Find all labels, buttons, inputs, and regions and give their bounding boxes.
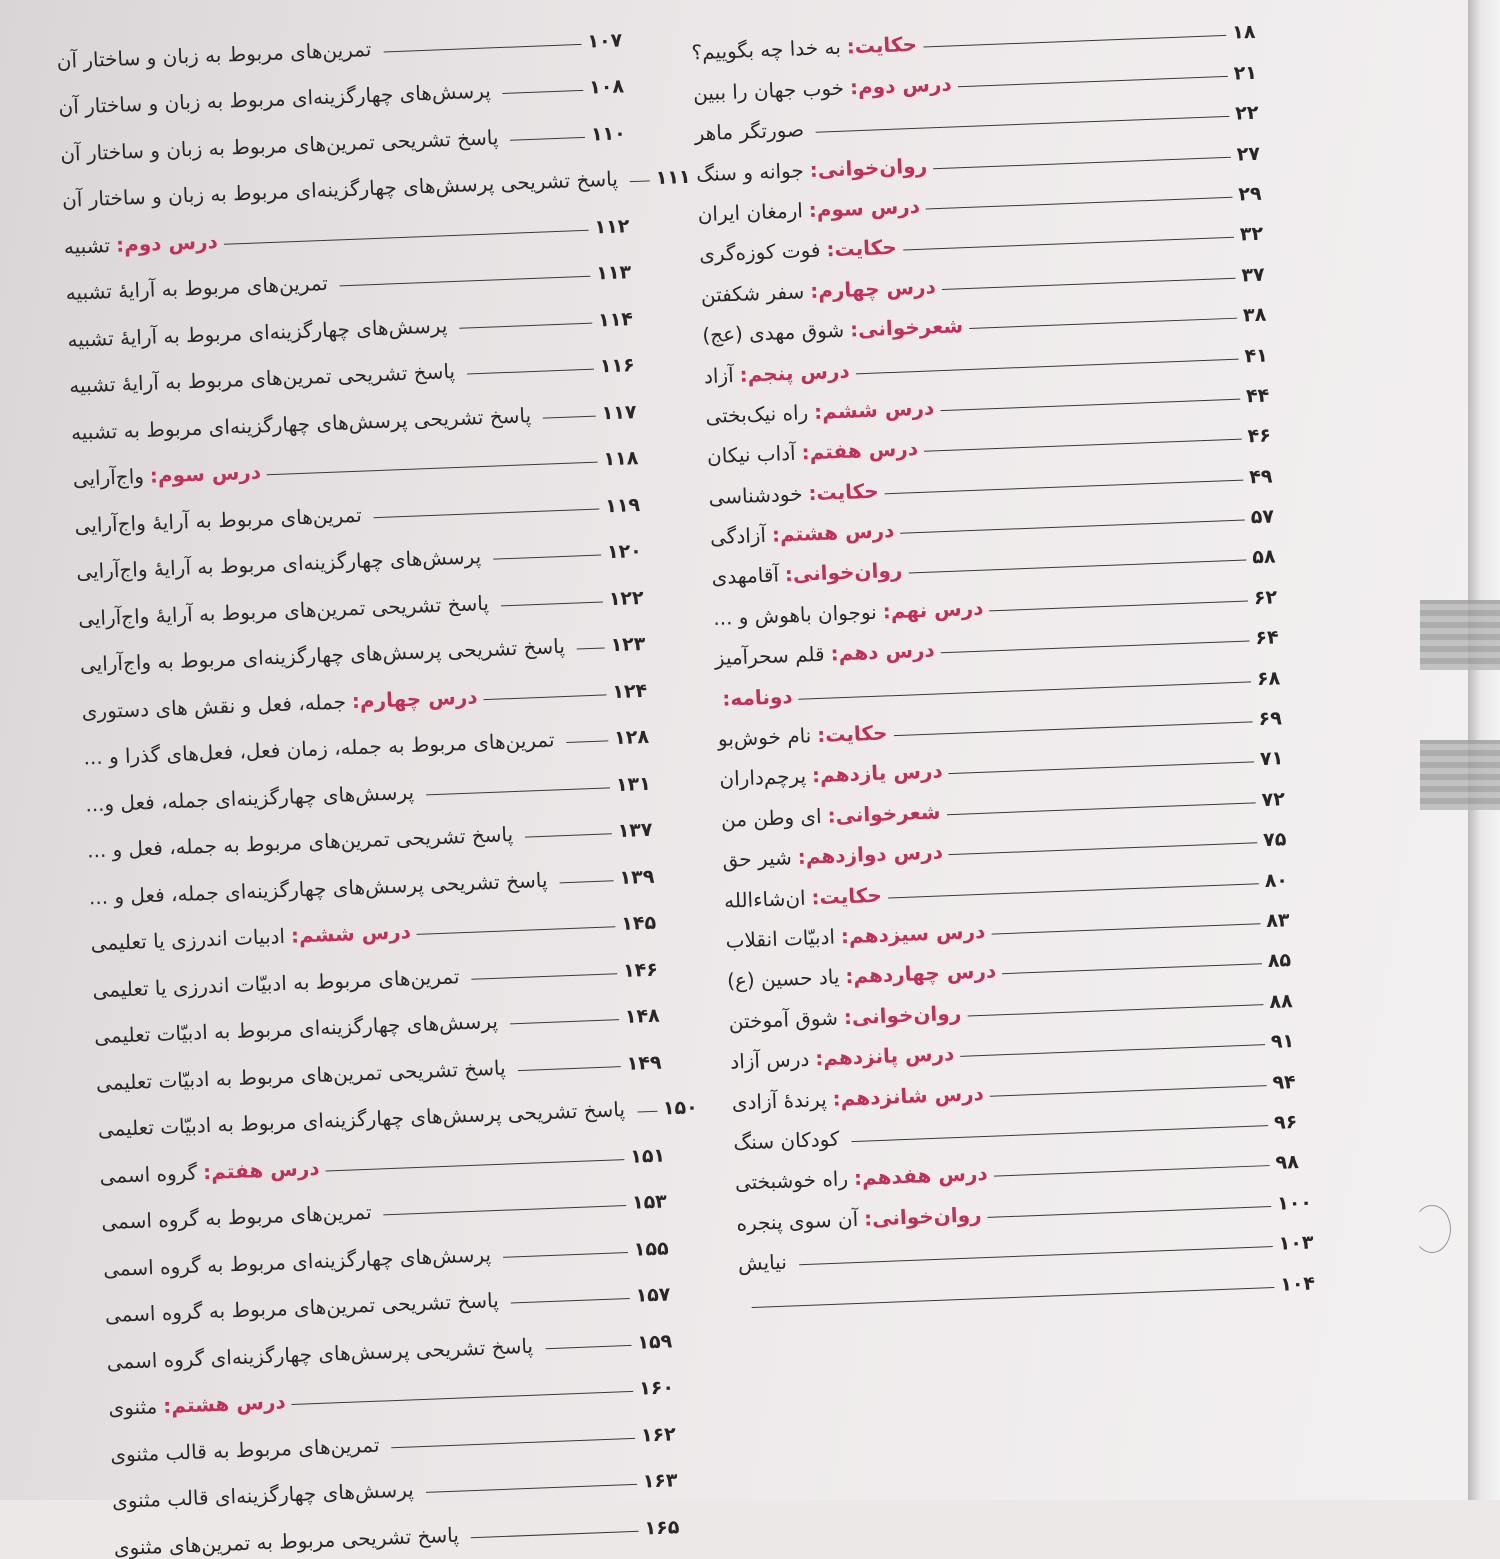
toc-entry-text: واج‌آرایی — [72, 464, 145, 491]
dotted-leader — [545, 1344, 631, 1348]
toc-page-number: ۷۵ — [1262, 828, 1287, 852]
toc-entry-text: جمله، فعل و نقش های دستوری — [81, 688, 347, 724]
toc-entry-label: حکایت: — [816, 720, 888, 748]
toc-page-number: ۱۶۲ — [640, 1422, 677, 1447]
toc-entry-text: آزادگی — [709, 523, 767, 550]
toc-entry-label — [504, 1288, 505, 1312]
toc-entry-label — [560, 727, 561, 751]
toc-page-number: ۱۵۰ — [662, 1096, 699, 1120]
toc-page-number: ۷۱ — [1259, 747, 1284, 771]
toc-entry-label: روان‌خوانی: — [843, 1000, 962, 1030]
toc-entry-text: ارمغان ایران — [697, 198, 804, 227]
toc-entry-text: پاسخ تشریحی تمرین‌های مربوط به زبان و ساختار آن — [59, 124, 499, 166]
toc-page-number: ۶۹ — [1258, 707, 1283, 731]
toc-entry-label — [464, 1522, 465, 1546]
toc-entry-label: درس دهم: — [830, 637, 936, 666]
toc-page-number: ۸۸ — [1268, 989, 1293, 1013]
toc-page-number: ۱۱۶ — [599, 354, 636, 378]
toc-entry-label — [537, 402, 538, 426]
toc-entry-label — [503, 1009, 504, 1033]
toc-page-number: ۵۷ — [1250, 505, 1275, 529]
toc-entry-text: پاسخ تشریحی مربوط به تمرین‌های مثنوی — [113, 1522, 460, 1559]
toc-entry-label — [465, 964, 466, 988]
toc-entry-text: مثنوی — [108, 1394, 158, 1421]
toc-entry-text: شیر حق — [722, 845, 793, 873]
toc-page-number: ۷۲ — [1261, 788, 1286, 811]
toc-entry-text: کودکان سنگ — [732, 1126, 840, 1155]
dotted-leader — [566, 740, 608, 743]
toc-entry-text: پاسخ تشریحی تمرین‌های مربوط به آرایهٔ تشبیه — [68, 358, 456, 398]
toc-entry-text: ای وطن من — [720, 803, 823, 832]
toc-entry-text: آن سوی پنجره — [736, 1206, 859, 1236]
toc-entry-text: پرسش‌های چهارگزینه‌ای مربوط به ادبیّات تعلیمی — [93, 1008, 499, 1049]
toc-entry-text: آزاد — [703, 362, 735, 388]
toc-entry-text: پاسخ تشریحی تمرین‌های مربوط به گروه اسمی — [104, 1288, 500, 1328]
toc-entry-text: خودشناسی — [708, 481, 803, 509]
toc-entry-title — [113, 1522, 465, 1559]
toc-entry-text: نوجوان باهوش و ... — [712, 599, 878, 630]
toc-page-number: ۱۵۱ — [629, 1144, 666, 1168]
toc-entry-text: پاسخ تشریحی تمرین‌های مربوط به ادبیّات تعلیمی — [95, 1055, 507, 1095]
toc-entry-label — [494, 590, 495, 614]
toc-entry-title — [703, 358, 850, 388]
toc-entry-title — [694, 117, 810, 145]
toc-entry-title — [716, 684, 793, 711]
toc-entry-text: پرچم‌داران — [718, 764, 807, 792]
toc-entry-text: شوق آموختن — [728, 1005, 839, 1034]
pencil-circle-mark — [1413, 1205, 1451, 1253]
toc-entry-text: نام خوش‌بو — [717, 723, 812, 751]
toc-entry-text: پاسخ تشریحی پرسش‌های چهارگزینه‌ای مربوط به واج‌آرایی — [79, 633, 566, 677]
toc-entry-text: جوانه و سنگ — [695, 157, 805, 186]
toc-page-number: ۱۵۵ — [633, 1236, 669, 1261]
toc-entry-title — [739, 1292, 746, 1316]
toc-page-number: ۳۲ — [1239, 222, 1264, 246]
toc-entry-title — [738, 1250, 794, 1276]
toc-entry-label — [511, 1055, 512, 1079]
toc-page-number: ۱۴۹ — [626, 1051, 662, 1075]
toc-entry-text: پرسش‌های چهارگزینه‌ای جمله، فعل و... — [84, 779, 415, 816]
dotted-leader — [559, 880, 613, 883]
toc-page-number: ۴۱ — [1244, 344, 1269, 367]
dotted-leader — [459, 322, 592, 328]
toc-entry-text: یاد حسین (ع) — [726, 964, 840, 994]
toc-entry-label — [504, 124, 505, 148]
toc-page-number: ۱۰۷ — [586, 28, 623, 53]
dotted-leader — [493, 555, 601, 560]
toc-entry-label: درس ششم: — [813, 395, 935, 424]
dotted-leader — [426, 787, 610, 795]
toc-entry-label: درس چهارم: — [351, 683, 478, 713]
toc-page-number: ۱۱۳ — [595, 261, 632, 285]
dotted-leader — [511, 1298, 630, 1304]
toc-entry-text: پاسخ تشریحی پرسش‌های چهارگزینه‌ای مربوط به تشبیه — [70, 402, 532, 445]
toc-entry-text: قلم سحرآمیز — [714, 642, 826, 671]
toc-entry-label: درس سوم: — [808, 193, 921, 222]
toc-page-number: ۱۶۳ — [642, 1469, 678, 1493]
dotted-leader — [501, 601, 603, 606]
toc-entry-text: پاسخ تشریحی پرسش‌های چهارگزینه‌ای مربوط به ادبیّات تعلیمی — [97, 1097, 626, 1142]
toc-page-number: ۱۳۷ — [617, 818, 653, 843]
toc-entry-label: شعرخوانی: — [827, 799, 941, 828]
toc-entry-label: حکایت: — [846, 32, 918, 59]
toc-page-number: ۱۴۸ — [624, 1004, 661, 1028]
toc-page-number: ۱۱۰ — [590, 121, 627, 146]
toc-entry-text: تمرین‌های مربوط به زبان و ساختار آن — [56, 36, 372, 73]
toc-entry-text: ادبیات اندرزی یا تعلیمی — [90, 923, 286, 956]
toc-entry-label — [630, 1097, 631, 1121]
toc-entry-label: درس دوم: — [849, 71, 953, 100]
toc-page-number: ۱۲۴ — [611, 679, 648, 703]
toc-entry-title — [733, 1126, 846, 1154]
dotted-leader — [510, 136, 585, 140]
dotted-leader — [630, 180, 650, 182]
toc-entry-label — [453, 313, 454, 337]
toc-entry-text: پاسخ تشریحی پرسش‌های چهارگزینه‌ای مربوط به زبان و ساختار آن — [61, 166, 619, 212]
toc-entry-label — [623, 166, 624, 190]
toc-page-number: ۹۸ — [1275, 1151, 1300, 1175]
toc-entry-label: درس چهارم: — [809, 273, 937, 303]
toc-entry-label: درس سوم: — [149, 459, 262, 488]
toc-column-right — [690, 2, 1324, 1316]
toc-page-number: ۱۳۱ — [615, 772, 652, 796]
dotted-leader — [383, 43, 581, 52]
toc-entry-text: تمرین‌های مربوط به گروه اسمی — [100, 1199, 372, 1235]
toc-entry-text: پرسش‌های چهارگزینه‌ای مربوط به گروه اسمی — [102, 1241, 492, 1281]
toc-entry-label: درس سیزدهم: — [840, 918, 986, 949]
toc-entry-text: صورتگر ماهر — [694, 117, 805, 146]
toc-entry-label: حکایت: — [811, 882, 883, 910]
toc-entry-label — [538, 1333, 539, 1357]
toc-entry-label: روان‌خوانی: — [863, 1201, 982, 1231]
toc-entry-text: پرندهٔ آزادی — [731, 1086, 828, 1115]
dotted-leader — [484, 694, 607, 700]
toc-entry-label — [496, 1242, 497, 1266]
toc-entry-label — [553, 867, 554, 891]
toc-entry-text: فوت کوزه‌گری — [698, 237, 821, 267]
page-edge-tab — [1420, 600, 1500, 670]
toc-entry-text: ادبیّات انقلاب — [725, 924, 836, 953]
toc-entry-label — [745, 1292, 746, 1316]
toc-entry-label — [419, 779, 420, 803]
toc-entry-label — [367, 502, 368, 526]
dotted-leader — [525, 833, 612, 837]
toc-entry-label — [519, 822, 520, 846]
toc-entry-label: روان‌خوانی: — [809, 153, 928, 182]
dotted-leader — [510, 1019, 619, 1024]
toc-entry-label: درس یازدهم: — [811, 758, 944, 788]
toc-page-number: ۱۱۲ — [594, 214, 630, 239]
toc-entry-label: درس هشتم: — [771, 518, 895, 547]
toc-page-number: ۹۱ — [1270, 1030, 1295, 1054]
toc-page-number: ۱۱۱ — [655, 165, 691, 190]
toc-page-number: ۴۹ — [1248, 465, 1273, 489]
toc-page-number: ۵۸ — [1251, 545, 1276, 569]
toc-entry-label — [570, 634, 571, 658]
toc-entry-label — [333, 271, 334, 295]
toc-entry-label — [419, 1477, 420, 1501]
toc-entry-label — [377, 36, 378, 60]
toc-entry-text: پرسش‌های چهارگزینه‌ای مربوط به آرایهٔ تشبیه — [66, 312, 448, 352]
toc-page-number: ۱۱۹ — [604, 493, 641, 517]
toc-entry-label: درس هفتم: — [801, 436, 919, 465]
toc-page-number: ۸۳ — [1265, 909, 1290, 932]
toc-entry-text: راه خوشبختی — [734, 1166, 849, 1195]
dotted-leader — [637, 1111, 657, 1113]
toc-page-number: ۱۲۳ — [610, 632, 646, 657]
toc-entry-text: تمرین‌های مربوط به جمله، زمان فعل، فعل‌های گذرا و ... — [83, 727, 555, 770]
toc-entry-label: درس دوازدهم: — [797, 839, 944, 870]
toc-entry-text: سفر شکفتن — [700, 279, 805, 307]
toc-page-number: ۱۰۰ — [1276, 1191, 1313, 1215]
toc-page-number: ۸۰ — [1264, 868, 1289, 892]
toc-page-number: ۱۴۵ — [620, 911, 657, 936]
toc-page-number: ۸۵ — [1267, 949, 1292, 973]
toc-entry-text: آداب نیکان — [706, 441, 797, 469]
toc-entry-text: شوق مهدی (عج) — [701, 317, 845, 348]
toc-page-number: ۴۶ — [1247, 424, 1272, 448]
toc-entry-text: پاسخ تشریحی تمرین‌های مربوط به جمله، فعل و ... — [86, 822, 514, 863]
dotted-leader — [518, 1066, 621, 1071]
toc-entry-label: روان‌خوانی: — [784, 558, 903, 587]
toc-page-number: ۳۸ — [1242, 303, 1267, 327]
dotted-leader — [374, 508, 600, 518]
toc-page-number: ۱۰۴ — [1279, 1271, 1316, 1296]
toc-page-number: ۴۴ — [1245, 384, 1270, 408]
toc-page-number: ۹۴ — [1272, 1070, 1297, 1094]
toc-page-number: ۱۱۴ — [597, 307, 634, 331]
toc-page-number: ۱۲۰ — [606, 539, 643, 564]
toc-page-number: ۱۲۲ — [608, 586, 645, 610]
toc-page-number: ۱۱۸ — [603, 447, 639, 471]
toc-page-number: ۱۰۸ — [588, 75, 625, 99]
toc-entry-label — [809, 117, 810, 141]
toc-entry-text: گروه اسمی — [99, 1159, 198, 1188]
dotted-leader — [417, 926, 615, 935]
toc-entry-label: درس هفتم: — [202, 1155, 320, 1184]
toc-entry-text: ان‌شاءالله — [723, 885, 806, 913]
toc-entry-text: درس آزاد — [729, 1046, 810, 1074]
toc-page-number: ۶۲ — [1253, 586, 1278, 610]
toc-entry-label — [845, 1126, 846, 1150]
toc-entry-text: پرسش‌های چهارگزینه‌ای مربوط به آرایهٔ واج‌آرایی — [75, 544, 482, 584]
toc-entry-label: درس چهاردهم: — [844, 958, 997, 989]
toc-entry-text: پاسخ تشریحی پرسش‌های چهارگزینه‌ای جمله، فعل و ... — [88, 867, 548, 909]
toc-entry-text: به خدا چه بگوییم؟ — [691, 35, 842, 65]
dotted-leader — [503, 90, 584, 94]
toc-entry-label: درس پنجم: — [739, 358, 851, 387]
toc-page-number: ۱۴۶ — [622, 958, 659, 982]
dotted-leader — [1002, 964, 1262, 975]
toc-entry-label: حکایت: — [826, 235, 898, 262]
toc-entry-label: درس نهم: — [882, 595, 984, 624]
dotted-leader — [471, 973, 617, 980]
toc-page-number: ۶۴ — [1254, 626, 1280, 650]
toc-page-number: ۲۱ — [1233, 61, 1258, 85]
toc-entry-label — [461, 359, 462, 383]
toc-page-number: ۱۵۷ — [635, 1283, 671, 1307]
toc-entry-text: تمرین‌های مربوط به آرایهٔ واج‌آرایی — [74, 502, 363, 538]
toc-page-number: ۱۸ — [1231, 21, 1256, 45]
toc-entry-text: تمرین‌های مربوط به قالب مثنوی — [109, 1432, 380, 1467]
toc-entry-text: تمرین‌های مربوط به آرایهٔ تشبیه — [65, 270, 329, 305]
toc-page-number: ۱۶۵ — [644, 1515, 680, 1540]
toc-entry-label: حکایت: — [807, 478, 880, 505]
dotted-leader — [503, 1252, 628, 1258]
toc-page-number: ۱۰۳ — [1278, 1231, 1314, 1255]
toc-column-left — [55, 4, 699, 1559]
toc-entry-label — [487, 544, 488, 568]
toc-entry-label: درس شانزدهم: — [832, 1080, 985, 1111]
toc-entry-text: راه نیک‌بختی — [705, 400, 809, 429]
toc-entry-text: پاسخ تشریحی تمرین‌های مربوط به آرایهٔ واج‌آرایی — [77, 590, 490, 631]
toc-entry-text: خوب جهان را ببین — [692, 75, 845, 106]
toc-entry-text: تمرین‌های مربوط به ادبیّات اندرزی یا تعلیمی — [91, 963, 460, 1002]
toc-entry-label — [792, 1250, 793, 1274]
dotted-leader — [467, 369, 594, 375]
dotted-leader — [384, 1205, 627, 1215]
toc-page-number: ۱۲۸ — [613, 725, 650, 750]
toc-entry-text: پرسش‌های چهارگزینه‌ای مربوط به زبان و ساختار آن — [58, 78, 492, 120]
toc-entry-text: نیایش — [737, 1249, 788, 1276]
toc-page-number: ۱۳۹ — [619, 865, 655, 889]
dotted-leader — [340, 276, 590, 287]
dotted-leader — [426, 1484, 637, 1493]
dotted-leader — [577, 647, 605, 649]
dotted-leader — [543, 415, 596, 418]
toc-entry-text: پرسش‌های چهارگزینه‌ای قالب مثنوی — [111, 1477, 415, 1513]
toc-entry-label: شعرخوانی: — [849, 313, 964, 342]
toc-entry-label: درس ششم: — [290, 919, 412, 948]
toc-entry-label: درس پانزدهم: — [814, 1041, 955, 1071]
toc-entry-text — [716, 687, 717, 711]
dotted-leader — [989, 600, 1248, 611]
toc-page-number: ۱۱۷ — [601, 400, 637, 424]
toc-page-number: ۲۷ — [1236, 142, 1261, 166]
toc-entry-label: درس دوم: — [115, 228, 219, 257]
toc-entry-label — [385, 1432, 386, 1456]
toc-page-number: ۲۹ — [1237, 182, 1262, 206]
toc-entry-text — [739, 1292, 740, 1316]
toc-entry-text: پاسخ تشریحی پرسش‌های چهارگزینه‌ای گروه اسمی — [106, 1333, 534, 1374]
toc-entry-label: دونامه: — [721, 683, 793, 711]
toc-entry-label: درس هفدهم: — [853, 1161, 989, 1191]
toc-entry-label — [377, 1200, 378, 1224]
toc-page-number: ۳۷ — [1241, 263, 1266, 287]
toc-page-number: ۶۸ — [1256, 666, 1281, 690]
toc-page-number: ۱۶۰ — [638, 1376, 675, 1400]
toc-page-number: ۲۲ — [1234, 101, 1259, 125]
toc-page-number: ۹۶ — [1273, 1110, 1298, 1134]
dotted-leader — [391, 1437, 635, 1447]
toc-entry-label: درس هشتم: — [162, 1389, 287, 1418]
toc-page-number: ۱۵۳ — [631, 1190, 668, 1214]
toc-entry-text: آقامهدی — [711, 562, 780, 590]
toc-page-number: ۱۵۹ — [636, 1329, 673, 1354]
page-edge-tab — [1420, 740, 1500, 810]
dotted-leader — [471, 1530, 639, 1537]
dotted-leader — [752, 1286, 1275, 1307]
toc-entry-text: تشبیه — [63, 232, 111, 259]
toc-entry-label — [496, 78, 497, 102]
